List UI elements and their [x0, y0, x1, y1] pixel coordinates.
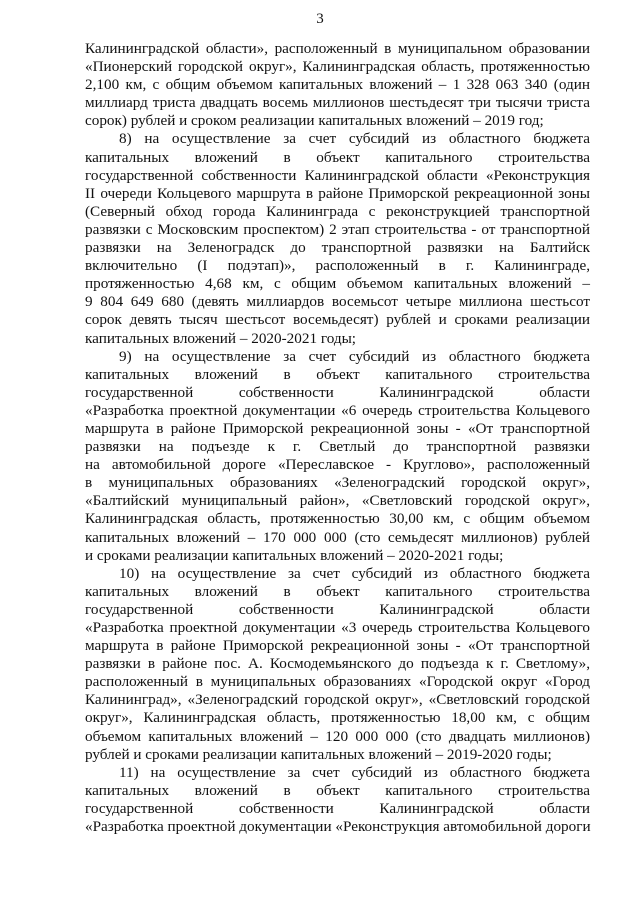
paragraph — [85, 764, 590, 836]
text-line: государственной собственности Калининградской области — [85, 799, 590, 817]
text-line: развязки на Зеленоградск до транспортной развязки на Балтийск — [85, 239, 590, 257]
text-line: и сроками реализации капитальных вложений – 2020-2021 годы; — [85, 546, 504, 564]
text-line: капитальных вложений в объект капитального строительства — [85, 365, 590, 383]
paragraph — [85, 130, 590, 347]
text-line: сорок) рублей и сроком реализации капитальных вложений – 2019 год; — [85, 112, 544, 130]
text-line: капитальных вложений в объект капитального строительства — [85, 582, 590, 600]
text-line: рублей и сроками реализации капитальных вложений – 2019-2020 годы; — [85, 745, 552, 763]
text-line: Калининград», «Зеленоградский городской округ», «Светловский городской — [85, 691, 590, 709]
text-line: 9) на осуществление за счет субсидий из областного бюджета — [119, 347, 590, 365]
text-line: капитальных вложений в объект капитального строительства — [85, 781, 590, 799]
text-line: развязки в районе пос. А. Космодемьянского до подъезда к г. Светлому», — [85, 655, 590, 673]
text-line: 11) на осуществление за счет субсидий из областного бюджета — [119, 763, 590, 781]
text-line: Калининградской области», расположенный в муниципальном образовании — [85, 40, 590, 57]
text-line: 8) на осуществление за счет субсидий из областного бюджета — [119, 130, 590, 148]
text-line: государственной собственности Калининградской области — [85, 383, 590, 401]
text-line: капитальных вложений – 170 000 000 (сто семьдесят миллионов) рублей — [85, 528, 590, 546]
document-body — [85, 40, 590, 836]
paragraph — [85, 40, 590, 130]
text-line: II очереди Кольцевого маршрута в районе Приморской рекреационной зоны — [85, 184, 590, 202]
text-line: (Северный обход города Калининграда с реконструкцией транспортной — [85, 202, 590, 220]
text-line: 9 804 649 680 (девять миллиардов восемьсот четыре миллиона шестьсот — [85, 293, 590, 311]
text-line: округ», Калининградская область, протяженностью 18,00 км, с общим — [85, 709, 590, 727]
text-line: включительно (I подэтап)», расположенный в г. Калининграде, — [85, 257, 590, 275]
text-line: капитальных вложений – 2020-2021 годы; — [85, 329, 357, 347]
text-line: на автомобильной дороге «Переславское - Круглово», расположенный — [85, 456, 590, 474]
text-line: Калининградская область, протяженностью 30,00 км, с общим объемом — [85, 510, 590, 528]
text-line: «Разработка проектной документации «6 очередь строительства Кольцевого — [85, 401, 590, 419]
text-line: сорок девять тысяч шестьсот восемьдесят) рублей и сроками реализации — [85, 311, 590, 329]
text-line: маршрута в районе Приморской рекреационной зоны - «От транспортной — [85, 637, 590, 655]
paragraph — [85, 565, 590, 764]
text-line: маршрута в районе Приморской рекреационной зоны - «От транспортной — [85, 419, 590, 437]
text-line: расположенный в муниципальных образованиях «Городской округ «Город — [85, 673, 590, 691]
text-line: развязки на подъезде к г. Светлый до транспортной развязки — [85, 438, 590, 456]
text-line: государственной собственности Калининградской области «Реконструкция — [85, 166, 590, 184]
text-line: 10) на осуществление за счет субсидий из областного бюджета — [119, 564, 590, 582]
text-line: протяженностью 4,68 км, с общим объемом капитальных вложений – — [85, 275, 590, 293]
text-line: «Пионерский городской округ», Калининградская область, протяженностью — [85, 58, 590, 76]
text-line: развязки с Московским проспектом) 2 этап строительства - от транспортной — [85, 220, 590, 238]
text-line: «Разработка проектной документации «Реконструкция автомобильной дороги — [85, 818, 591, 836]
text-line: в муниципальных образованиях «Зеленоградский городской округ», — [85, 474, 590, 492]
text-line: государственной собственности Калининградской области — [85, 600, 590, 618]
text-line: «Разработка проектной документации «3 очередь строительства Кольцевого — [85, 619, 590, 636]
page-number: 3 — [316, 11, 324, 27]
text-line: капитальных вложений в объект капитального строительства — [85, 148, 590, 166]
text-line: миллиард триста двадцать восемь миллионов шестьдесят три тысячи триста — [85, 94, 590, 112]
paragraph — [85, 348, 590, 565]
text-line: объемом капитальных вложений – 120 000 000 (сто двадцать миллионов) — [85, 727, 590, 745]
text-line: 2,100 км, с общим объемом капитальных вложений – 1 328 063 340 (один — [85, 76, 590, 94]
text-line: «Балтийский муниципальный район», «Светловский городской округ», — [85, 492, 590, 510]
